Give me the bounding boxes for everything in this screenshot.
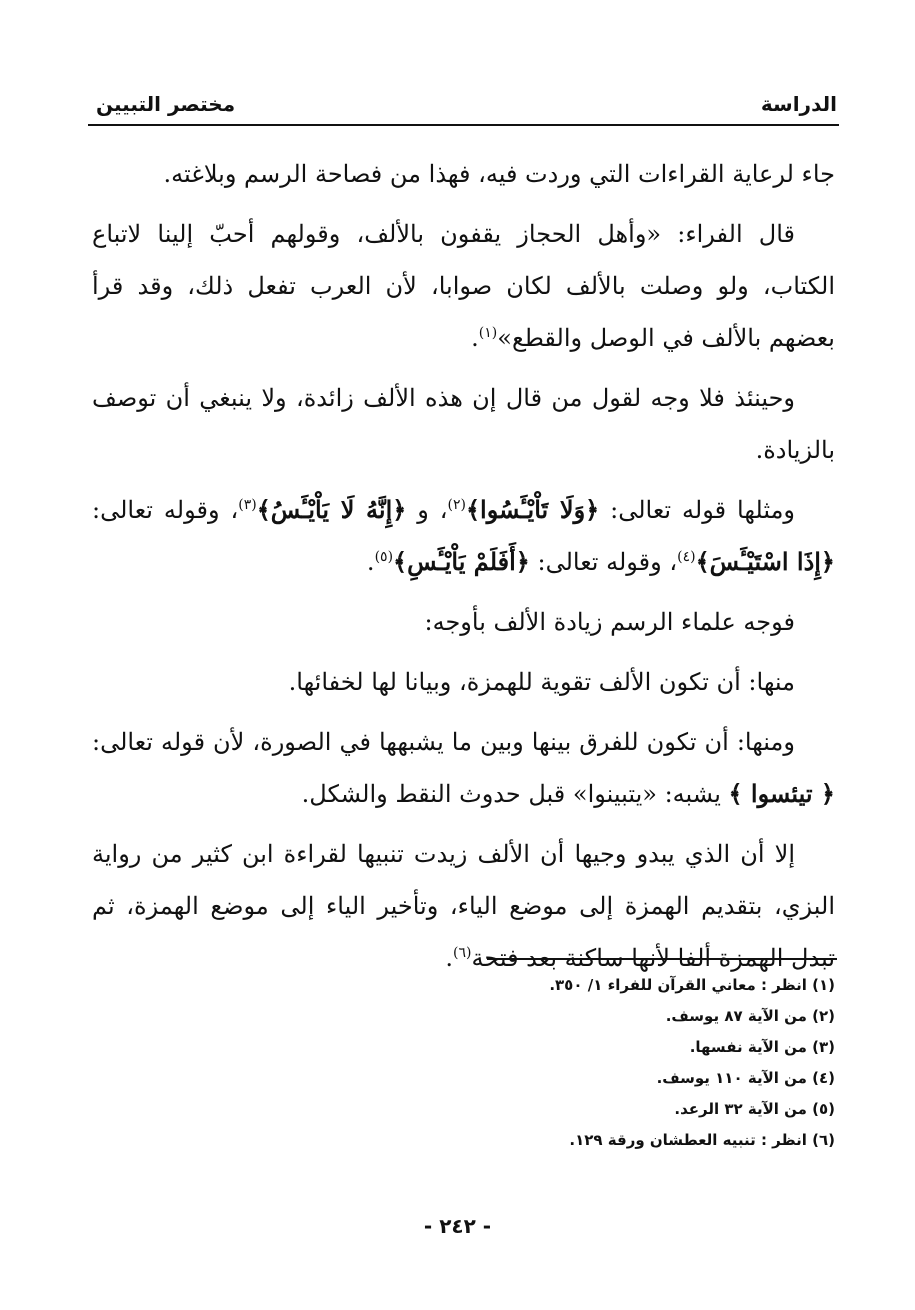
footnote-ref-4: (٤) — [677, 549, 696, 565]
paragraph-3: وحينئذ فلا وجه لقول من قال إن هذه الألف زائدة، ولا ينبغي أن توصف بالزيادة. — [92, 384, 835, 464]
paragraph-2-quote-farra: قال الفراء: «وأهل الحجاز يقفون بالألف، وقولهم أحبّ إلينا لاتباع الكتاب، ولو وصلت بالألف لكان صوابا، لأن العرب تفعل ذلك، وقد قرأ بعضهم بالألف في الوصل والقطع»$^{(١)}$. — [92, 220, 835, 352]
page-number: - ٢٤٢ - — [423, 1214, 492, 1238]
paragraph-6: منها: أن تكون الألف تقوية للهمزة، وبيانا لها لخفائها. — [288, 668, 795, 696]
section-title: الدراسة — [760, 92, 837, 116]
paragraph-5: فوجه علماء الرسم زيادة الألف بأوجه: — [424, 608, 795, 636]
quran-verse: ﴿إِنَّهُ لَا يَاْيْـَٔسُ﴾ — [256, 495, 407, 524]
footnote-divider — [487, 958, 837, 960]
footnote-ref-1: (١) — [478, 325, 498, 341]
footnote-ref-2: (٢) — [447, 497, 466, 513]
footnote: (٥) من الآية ٣٢ الرعد. — [674, 1100, 835, 1118]
footnotes — [300, 970, 835, 1156]
footnote: (٦) انظر : تنبيه العطشان ورقة ١٢٩. — [569, 1131, 835, 1149]
footnote-ref-5: (٥) — [374, 549, 394, 565]
header-divider — [88, 124, 839, 126]
book-title: مختصر التبيين — [96, 92, 236, 116]
quran-verse: ﴿أَفَلَمْ يَاْيْـَٔسِ﴾ — [393, 547, 530, 576]
footnote: (٣) من الآية نفسها. — [689, 1038, 835, 1056]
quran-verse: ﴿ تيئسوا ﴾ — [728, 779, 835, 808]
paragraph-4-verses: ومثلها قوله تعالى: ﴿وَلَا تَاْيْـَٔسُوا﴾$^{(٢)}$، و ﴿إِنَّهُ لَا يَاْيْـَٔسُ﴾$^{(٣)}$، وقوله تعالى: ﴿إِذَا اسْتَيْـَٔسَ﴾$^{(٤)}$، وقوله تعالى: ﴿أَفَلَمْ يَاْيْـَٔسِ﴾$^{(٥)}$. — [92, 495, 835, 576]
main-text — [92, 148, 835, 992]
running-header — [96, 82, 837, 116]
quran-verse: ﴿وَلَا تَاْيْـَٔسُوا﴾ — [465, 495, 600, 524]
footnote-ref-3: (٣) — [238, 497, 257, 513]
paragraph-8: إلا أن الذي يبدو وجيها أن الألف زيدت تنبيها لقراءة ابن كثير من رواية البزي، بتقديم الهمزة إلى موضع الياء، وتأخير الياء إلى موضع الهمزة، ثم تبدل الهمزة ألفا لأنها ساكنة بعد فتحة$^{(٦)}$. — [92, 840, 835, 972]
paragraph-7: ومنها: أن تكون للفرق بينها وبين ما يشبهها في الصورة، لأن قوله تعالى: ﴿ تيئسوا ﴾ يشبه: «يتبينوا» قبل حدوث النقط والشكل. — [92, 728, 835, 808]
footnote-ref-6: (٦) — [453, 945, 472, 961]
footnote: (٢) من الآية ٨٧ يوسف. — [665, 1007, 835, 1025]
footnote: (٤) من الآية ١١٠ يوسف. — [656, 1069, 835, 1087]
footnote: (١) انظر : معاني القرآن للفراء ١/ ٣٥٠. — [549, 976, 835, 994]
quran-verse: ﴿إِذَا اسْتَيْـَٔسَ﴾ — [695, 547, 835, 576]
paragraph-1: جاء لرعاية القراءات التي وردت فيه، فهذا من فصاحة الرسم وبلاغته. — [163, 160, 835, 188]
